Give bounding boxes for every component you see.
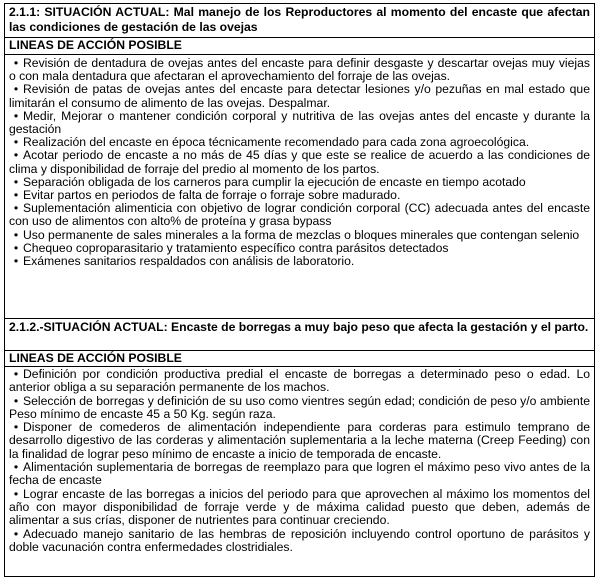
list-item xyxy=(9,461,590,488)
section-2-list xyxy=(5,366,594,576)
list-item xyxy=(9,395,590,422)
bullet-icon: • xyxy=(13,460,19,475)
list-item-text: Medir, Mejorar o mantener condición corporal y nutritiva de las ovejas antes del encaste y durante la gestación xyxy=(9,108,590,137)
list-item-text: Alimentación suplementaria de borregas de reemplazo para que logren el máximo peso vivo antes de la fecha de encaste xyxy=(9,460,590,488)
list-item-text: Revisión de patas de ovejas antes del encaste para detectar lesiones y/o pezuñas en mal estado que limitarán el consumo de alimento de las ovejas. Despalmar. xyxy=(9,82,590,110)
list-item-text: Revisión de dentadura de ovejas antes del encaste para definir desgaste y descartar ovejas muy viejas o con mala dentadura que afectaran el aprovechamiento del forraje de las ovejas. xyxy=(9,56,590,84)
bullet-icon: • xyxy=(13,240,19,255)
bullet-icon: • xyxy=(13,82,19,97)
list-item-text: Definición por condición productiva predial el encaste de borregas a determinado peso o edad. Lo anterior obliga a su separación permanente de los machos. xyxy=(9,367,590,395)
list-item xyxy=(9,202,590,228)
list-item xyxy=(9,255,590,268)
document-table xyxy=(4,3,595,577)
bullet-icon: • xyxy=(13,526,19,541)
bullet-icon: • xyxy=(13,174,19,189)
list-item-text: Adecuado manejo sanitario de las hembras de reposición incluyendo control oportuno de parásitos y doble vacunación contra enfermedades clostridiales. xyxy=(9,526,590,554)
list-item-text: Selección de borregas y definición de su uso como vientres según edad; condición de peso y/o ambiente Peso mínimo de encaste 45 a 50 Kg. según raza. xyxy=(9,393,590,421)
bullet-icon: • xyxy=(13,201,19,216)
bullet-icon: • xyxy=(13,254,19,269)
list-item xyxy=(9,149,590,175)
bullet-icon: • xyxy=(13,148,19,163)
list-item-text: Disponer de comederos de alimentación independiente para corderas para estimulo temprano de desarrollo digestivo de las corderas y alimentación suplementaria a la leche materna (Creep Feeding) con la finalidad de lograr peso mínimo de encaste a inicio de temporada de encaste. xyxy=(9,420,590,461)
section-1-title: 2.1.1: SITUACIÓN ACTUAL: Mal manejo de los Reproductores al momento del encaste que afectan las condiciones de gestación de las ovejas xyxy=(9,5,590,34)
list-item-text: Realización del encaste en época técnicamente recomendado para cada zona agroecológica. xyxy=(23,135,530,150)
bullet-icon: • xyxy=(13,393,19,408)
section-2-lines-header: LINEAS DE ACCIÓN POSIBLE xyxy=(5,350,594,366)
section-2-title: 2.1.2.-SITUACIÓN ACTUAL: Encaste de borregas a muy bajo peso que afecta la gestación y el parto. xyxy=(5,318,594,350)
list-item-text: Exámenes sanitarios respaldados con análisis de laboratorio. xyxy=(23,254,355,269)
list-item xyxy=(9,57,590,83)
section-1-lines-header: LINEAS DE ACCIÓN POSIBLE xyxy=(5,37,594,54)
bullet-icon: • xyxy=(13,56,19,70)
list-item-text: Suplementación alimenticia con objetivo de lograr condición corporal (CC) adecuada antes del encaste con uso de alimentos con alto% de proteína y grasa bypass xyxy=(9,201,590,229)
list-item-text: Separación obligada de los carneros para cumplir la ejecución de encaste en tiempo acotado xyxy=(23,174,526,189)
section-1-list xyxy=(5,54,594,318)
bullet-icon: • xyxy=(13,227,19,242)
bullet-icon: • xyxy=(13,188,19,203)
bullet-icon: • xyxy=(13,135,19,150)
section-2-items xyxy=(5,367,594,554)
list-item-text: Lograr encaste de las borregas a inicios del periodo para que aprovechen al máximo los momentos del año con mayor disponibilidad de forraje verde y de máxima calidad puesto que deben, además de alimentar a sus crías, disponer de nutrientes para continuar creciendo. xyxy=(9,486,590,528)
bullet-icon: • xyxy=(13,367,19,381)
list-item xyxy=(9,488,590,528)
bullet-icon: • xyxy=(13,420,19,435)
bullet-icon: • xyxy=(13,108,19,123)
list-item-text: Uso permanente de sales minerales a la forma de mezclas o bloques minerales que contengan selenio xyxy=(23,227,580,242)
section-1-items xyxy=(5,55,594,268)
bullet-icon: • xyxy=(13,486,19,501)
list-item xyxy=(9,368,590,395)
list-item-text: Acotar periodo de encaste a no más de 45 días y que este se realice de acuerdo a las condiciones de clima y disponibilidad de forraje del predio al momento de los partos. xyxy=(9,148,590,176)
list-item xyxy=(9,421,590,461)
list-item xyxy=(9,528,590,555)
list-item-text: Chequeo coproparasitario y tratamiento específico contra parásitos detectados xyxy=(23,240,449,255)
list-item xyxy=(9,110,590,136)
list-item-text: Evitar partos en periodos de falta de forraje o forraje sobre madurado. xyxy=(23,188,401,203)
list-item xyxy=(9,83,590,109)
